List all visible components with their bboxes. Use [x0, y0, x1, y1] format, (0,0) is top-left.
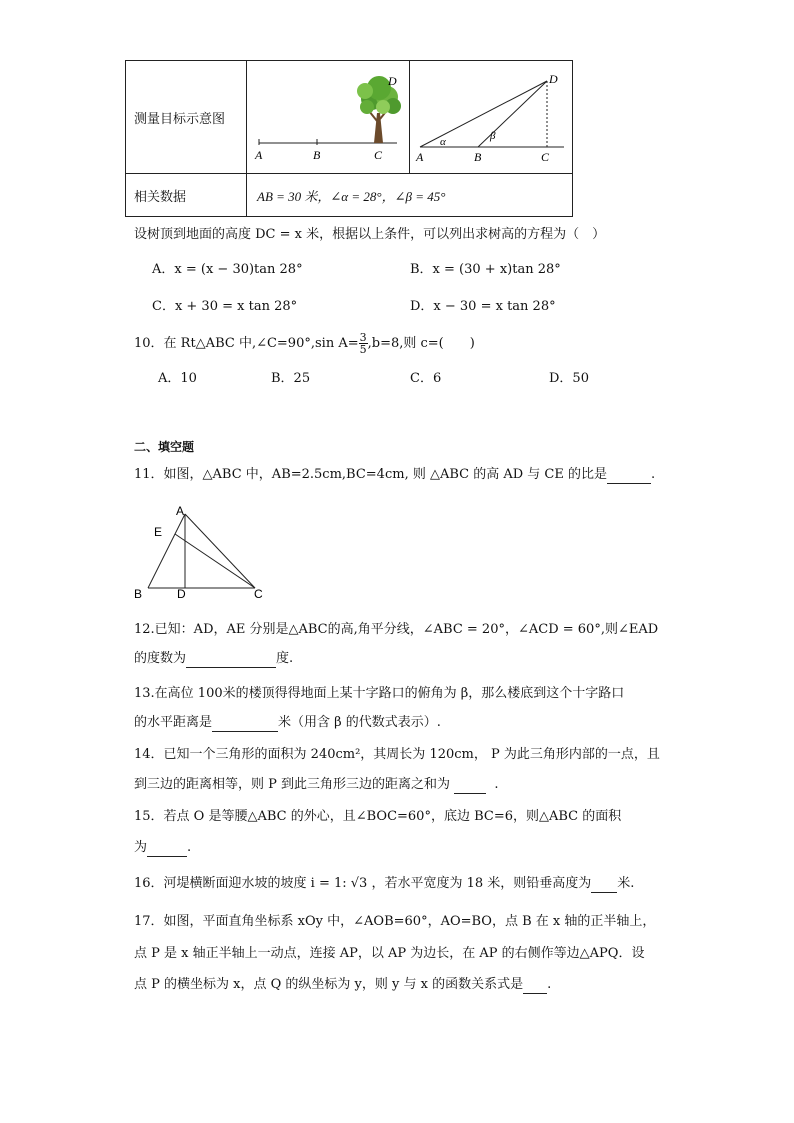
- fig-label: D: [388, 74, 397, 88]
- q9-option-a: A．x = (x − 30)tan 28°: [152, 262, 303, 277]
- tree-figure-cell: [247, 61, 410, 174]
- section-title: 二、填空题: [134, 440, 195, 454]
- q17-line2: 点 P 是 x 轴正半轴上一动点，连接 AP，以 AP 为边长，在 AP 的右侧作等边△APQ．设: [134, 946, 645, 961]
- angle-label: α: [440, 136, 446, 148]
- fig-label: B: [474, 150, 482, 164]
- fraction: $\frac{3}{5}$: [359, 331, 367, 356]
- answer-blank: [607, 469, 651, 484]
- q11-text: 11．如图，△ABC 中，AB=2.5cm,BC=4cm, 则 △ABC 的高 AD 与 CE 的比是 .: [134, 467, 656, 482]
- fig-label: A: [416, 150, 424, 164]
- tree-figure: [247, 61, 409, 173]
- q9-option-b: B．x = (30 + x)tan 28°: [410, 262, 561, 277]
- table-row-label: 测量目标示意图: [126, 61, 247, 174]
- q15-line2: 为 .: [134, 840, 192, 855]
- q14-line1: 14．已知一个三角形的面积为 240cm²，其周长为 120cm， P 为此三角形内部的一点，且: [134, 747, 660, 762]
- answer-blank: [186, 653, 276, 668]
- fig-label: B: [313, 148, 321, 162]
- q12-line2: 的度数为 度.: [134, 651, 294, 666]
- q13-line1: 13.在高位 100米的楼顶得得地面上某十字路口的俯角为 β，那么楼底到这个十字路口: [134, 686, 625, 701]
- answer-blank: [454, 779, 486, 794]
- q10-option-c: C．6: [410, 371, 442, 386]
- table-data-cell: AB = 30 米，∠α = 28°，∠β = 45°: [247, 174, 573, 217]
- q15-line1: 15．若点 O 是等腰△ABC 的外心，且∠BOC=60°，底边 BC=6，则△ABC 的面积: [134, 809, 622, 824]
- fig-label: A: [255, 148, 263, 162]
- q17-line3: 点 P 的横坐标为 x，点 Q 的纵坐标为 y，则 y 与 x 的函数关系式是 .: [134, 977, 552, 992]
- q14-line2: 到三边的距离相等，则 P 到此三角形三边的距离之和为 .: [134, 777, 499, 792]
- answer-blank: [523, 979, 547, 994]
- q10-option-b: B．25: [271, 371, 311, 386]
- fig-label: D: [549, 72, 558, 86]
- angle-label: β: [490, 130, 496, 142]
- table-row-label: 相关数据: [126, 174, 247, 217]
- triangle-figure: [410, 61, 572, 173]
- fig-label: E: [154, 525, 163, 539]
- fig-label: C: [254, 587, 263, 601]
- triangle-figure-cell: [410, 61, 573, 174]
- q13-line2: 的水平距离是 米（用含 β 的代数式表示）.: [134, 715, 441, 730]
- answer-blank: [212, 717, 278, 732]
- fig-label: C: [541, 150, 550, 164]
- q17-line1: 17．如图，平面直角坐标系 xOy 中，∠AOB=60°，AO=BO，点 B 在 x 轴的正半轴上，: [134, 914, 656, 929]
- measurement-table: [125, 60, 573, 217]
- fig-label: A: [176, 504, 185, 518]
- fig-label: D: [177, 587, 186, 601]
- q9-stem: 设树顶到地面的高度 DC = x 米，根据以上条件，可以列出求树高的方程为（ ）: [134, 227, 606, 242]
- q16-text: 16．河堤横断面迎水坡的坡度 i = 1: √3 ，若水平宽度为 18 米，则铅垂高度为 米.: [134, 876, 635, 891]
- q10-option-a: A．10: [158, 371, 197, 386]
- q9-option-d: D．x − 30 = x tan 28°: [410, 299, 556, 314]
- q12-line1: 12.已知：AD，AE 分别是△ABC的高,角平分线，∠ABC = 20°，∠ACD = 60°,则∠EAD: [134, 622, 659, 637]
- triangle-abc-figure: [128, 500, 268, 604]
- q10-stem: 10．在 Rt△ABC 中,∠C=90°,sin A= $\frac{3}{5}$ ,b=8,则 c=( ): [134, 331, 475, 356]
- q10-option-d: D．50: [549, 371, 589, 386]
- q9-option-c: C．x + 30 = x tan 28°: [152, 299, 298, 314]
- answer-blank: [591, 878, 617, 893]
- fig-label: C: [374, 148, 383, 162]
- fig-label: B: [134, 587, 143, 601]
- answer-blank: [147, 842, 187, 857]
